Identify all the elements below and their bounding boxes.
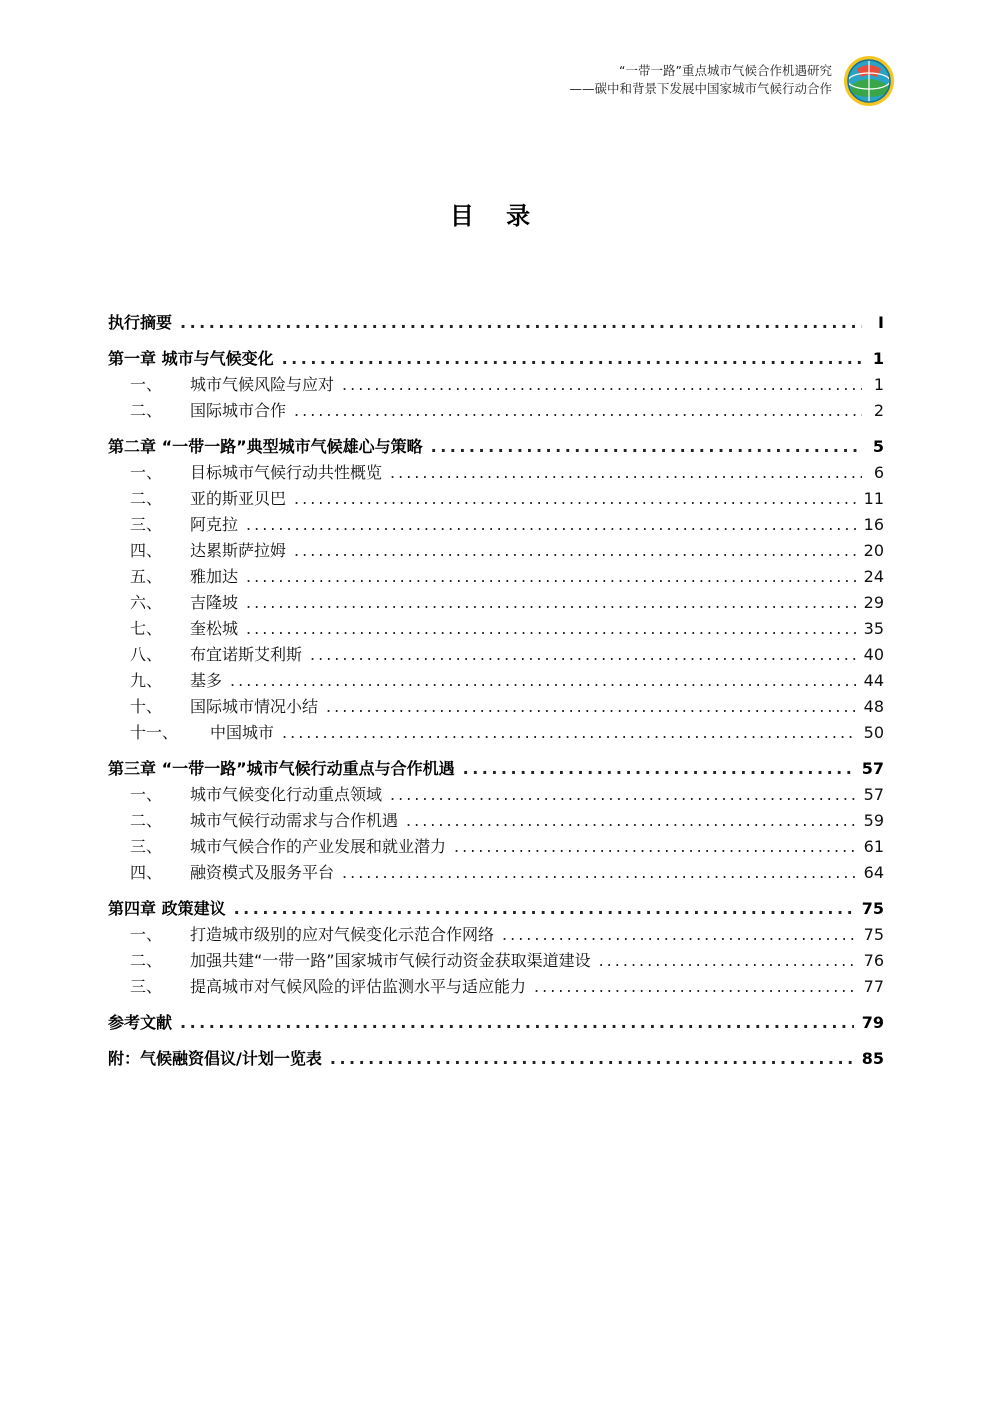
toc-entry-label: 打造城市级别的应对气候变化示范合作网络 [190, 925, 495, 944]
toc-entry-label: 融资模式及服务平台 [190, 863, 335, 882]
toc-section-entry[interactable] [108, 808, 884, 834]
toc-page-number: 75 [863, 925, 884, 944]
toc-entry-label: 第一章 城市与气候变化 [108, 349, 274, 368]
toc-section-number: 三、 [130, 977, 163, 996]
toc-chapter-entry[interactable] [108, 896, 884, 922]
toc-section-number: 三、 [130, 515, 163, 534]
toc-page-number: 79 [861, 1013, 884, 1032]
toc-section-number: 四、 [130, 541, 163, 560]
toc-section-entry[interactable] [108, 922, 884, 948]
toc-entry-label: 国际城市情况小结 [190, 697, 319, 716]
header-subtitle: ——碳中和背景下发展中国家城市气候行动合作 [569, 81, 832, 96]
toc-leader-dots [454, 834, 856, 860]
toc-entry-label: 附：气候融资倡议/计划一览表 [108, 1049, 322, 1068]
toc-entry-label: 城市气候风险与应对 [190, 375, 335, 394]
toc-leader-dots [534, 974, 856, 1000]
toc-leader-dots [180, 1010, 854, 1036]
toc-section-number: 一、 [130, 463, 163, 482]
toc-entry-label: 城市气候合作的产业发展和就业潜力 [190, 837, 447, 856]
toc-page-number: 61 [863, 837, 884, 856]
toc-section-entry[interactable] [108, 590, 884, 616]
toc-entry-label: 达累斯萨拉姆 [190, 541, 287, 560]
toc-section-entry[interactable] [108, 372, 884, 398]
toc-section-entry[interactable] [108, 564, 884, 590]
toc-chapter-entry[interactable] [108, 346, 884, 372]
toc-section-entry[interactable] [108, 860, 884, 886]
toc-section-entry[interactable] [108, 948, 884, 974]
toc-page-number: 1 [872, 349, 884, 368]
toc-leader-dots [246, 512, 856, 538]
toc-section-entry[interactable] [108, 512, 884, 538]
toc-entry-label: 执行摘要 [108, 313, 173, 332]
toc-chapter-entry[interactable] [108, 1046, 884, 1072]
toc-section-number: 十、 [130, 697, 163, 716]
toc-section-number: 五、 [130, 567, 163, 586]
toc-leader-dots [294, 538, 856, 564]
toc-entry-label: 布宜诺斯艾利斯 [190, 645, 303, 664]
page-title: 目 录 [449, 202, 543, 230]
toc-entry-label: 阿克拉 [190, 515, 239, 534]
toc-leader-dots [246, 616, 856, 642]
toc-leader-dots [282, 346, 862, 372]
toc-page-number: 5 [872, 437, 884, 456]
toc-section-entry[interactable] [108, 668, 884, 694]
toc-page-number: 76 [863, 951, 884, 970]
running-header [569, 62, 832, 98]
toc-leader-dots [180, 310, 862, 336]
toc-leader-dots [246, 590, 856, 616]
toc-page-number: 6 [873, 463, 884, 482]
toc-entry-label: 第二章 “一带一路”典型城市气候雄心与策略 [108, 437, 423, 456]
toc-leader-dots [294, 486, 856, 512]
toc-chapter-entry[interactable] [108, 756, 884, 782]
toc-leader-dots [502, 922, 856, 948]
toc-page-number: 85 [861, 1049, 884, 1068]
toc-section-number: 十一、 [130, 723, 179, 742]
toc-page-number: 1 [873, 375, 884, 394]
toc-page-number: 2 [873, 401, 884, 420]
toc-leader-dots [599, 948, 856, 974]
toc-entry-label: 雅加达 [190, 567, 239, 586]
toc-section-number: 二、 [130, 951, 163, 970]
toc-page-number: 44 [863, 671, 884, 690]
toc-leader-dots [342, 860, 856, 886]
toc-leader-dots [330, 1046, 854, 1072]
toc-leader-dots [326, 694, 856, 720]
toc-entry-label: 第三章 “一带一路”城市气候行动重点与合作机遇 [108, 759, 455, 778]
toc-section-number: 二、 [130, 489, 163, 508]
toc-page-number: 64 [863, 863, 884, 882]
toc-chapter-entry[interactable] [108, 434, 884, 460]
toc-page-number: 77 [863, 977, 884, 996]
toc-page-number: 35 [863, 619, 884, 638]
toc-entry-label: 第四章 政策建议 [108, 899, 226, 918]
toc-section-number: 四、 [130, 863, 163, 882]
toc-entry-label: 国际城市合作 [190, 401, 287, 420]
toc-chapter-entry[interactable] [108, 310, 884, 336]
toc-section-number: 一、 [130, 785, 163, 804]
toc-page-number: 59 [863, 811, 884, 830]
toc-page-number: 57 [863, 785, 884, 804]
table-of-contents [108, 310, 884, 1072]
toc-section-entry[interactable] [108, 398, 884, 424]
toc-entry-label: 提高城市对气候风险的评估监测水平与适应能力 [190, 977, 527, 996]
toc-section-entry[interactable] [108, 834, 884, 860]
toc-leader-dots [390, 460, 862, 486]
toc-leader-dots [431, 434, 862, 460]
toc-leader-dots [294, 398, 862, 424]
toc-leader-dots [406, 808, 856, 834]
toc-page-number: I [878, 313, 884, 332]
toc-section-entry[interactable] [108, 642, 884, 668]
toc-section-number: 一、 [130, 375, 163, 394]
toc-chapter-entry[interactable] [108, 1010, 884, 1036]
toc-leader-dots [234, 896, 854, 922]
toc-leader-dots [463, 756, 854, 782]
toc-page-number: 16 [863, 515, 884, 534]
toc-page-number: 29 [863, 593, 884, 612]
toc-section-entry[interactable] [108, 974, 884, 1000]
toc-entry-label: 奎松城 [190, 619, 239, 638]
toc-section-entry[interactable] [108, 694, 884, 720]
toc-entry-label: 基多 [190, 671, 223, 690]
toc-page-number: 75 [861, 899, 884, 918]
toc-section-number: 二、 [130, 401, 163, 420]
toc-page-number: 48 [863, 697, 884, 716]
toc-section-number: 二、 [130, 811, 163, 830]
toc-section-entry[interactable] [108, 460, 884, 486]
toc-section-number: 六、 [130, 593, 163, 612]
toc-leader-dots [230, 668, 856, 694]
toc-entry-label: 参考文献 [108, 1013, 173, 1032]
toc-page-number: 50 [863, 723, 884, 742]
toc-section-entry[interactable] [108, 538, 884, 564]
header-title: “一带一路”重点城市气候合作机遇研究 [619, 63, 832, 78]
toc-page-number: 11 [863, 489, 884, 508]
toc-section-number: 一、 [130, 925, 163, 944]
toc-page-number: 40 [863, 645, 884, 664]
toc-leader-dots [342, 372, 862, 398]
toc-section-number: 九、 [130, 671, 163, 690]
toc-page-number: 24 [863, 567, 884, 586]
toc-leader-dots [282, 720, 856, 746]
toc-entry-label: 城市气候行动需求与合作机遇 [190, 811, 399, 830]
toc-section-entry[interactable] [108, 486, 884, 512]
toc-page-number: 20 [863, 541, 884, 560]
toc-entry-label: 城市气候变化行动重点领域 [190, 785, 383, 804]
toc-section-entry[interactable] [108, 720, 884, 746]
toc-page-number: 57 [861, 759, 884, 778]
toc-section-number: 七、 [130, 619, 163, 638]
toc-leader-dots [246, 564, 856, 590]
toc-entry-label: 吉隆坡 [190, 593, 239, 612]
toc-section-entry[interactable] [108, 782, 884, 808]
toc-leader-dots [310, 642, 856, 668]
toc-entry-label: 目标城市气候行动共性概览 [190, 463, 383, 482]
toc-entry-label: 亚的斯亚贝巴 [190, 489, 287, 508]
toc-leader-dots [390, 782, 856, 808]
toc-section-number: 八、 [130, 645, 163, 664]
toc-entry-label: 中国城市 [210, 723, 275, 742]
globe-logo-icon [843, 55, 895, 107]
toc-section-entry[interactable] [108, 616, 884, 642]
toc-section-number: 三、 [130, 837, 163, 856]
toc-entry-label: 加强共建“一带一路”国家城市气候行动资金获取渠道建设 [190, 951, 591, 970]
